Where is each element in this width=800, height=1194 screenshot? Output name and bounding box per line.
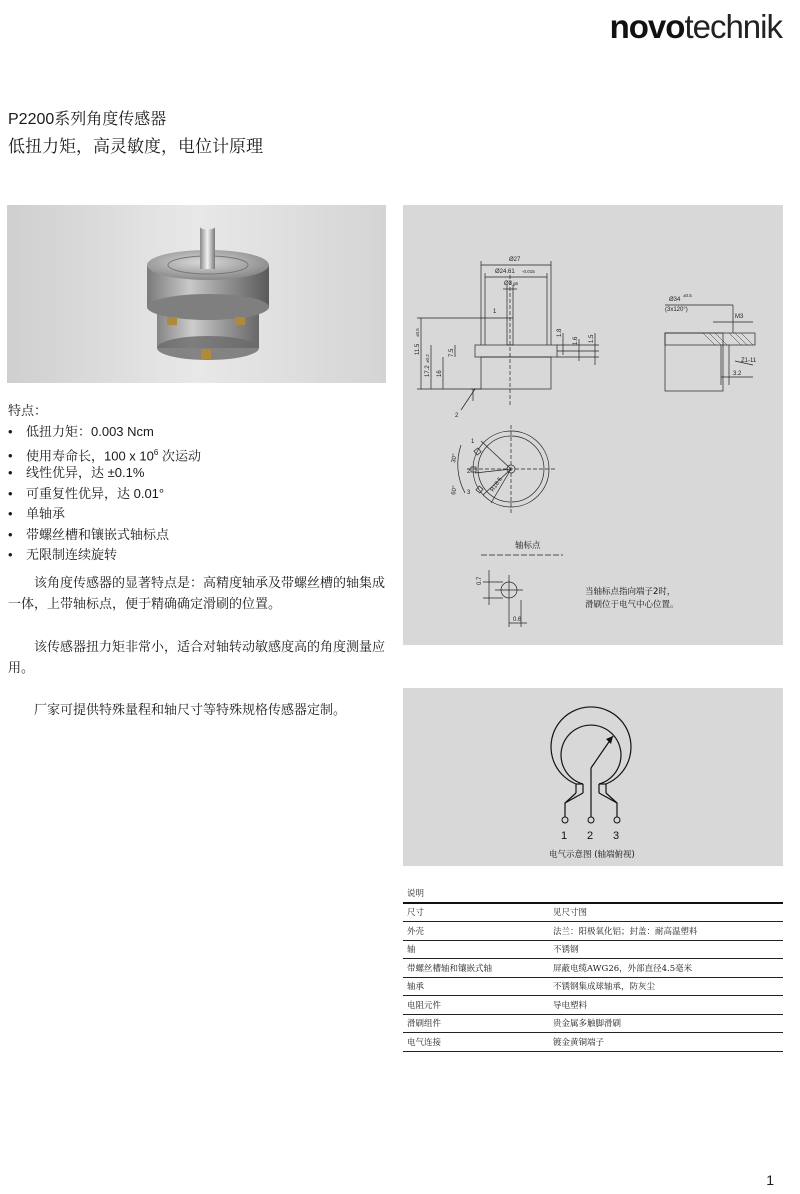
spec-value: 不锈钢集成球轴承，防灰尘 [549,977,783,996]
spec-table-header-row [403,884,783,903]
feature-text: 单轴承 [26,506,66,521]
spec-value: 不锈钢 [549,940,783,959]
circuit-caption: 电气示意图 (轴端俯视) [549,850,635,860]
feature-text: 线性优异，达 ±0.1% [26,465,145,480]
feature-item [8,484,201,505]
bullet-icon: • [8,485,13,501]
brand-logo-light: technik [684,8,782,45]
feature-text: 低扭力矩：0.003 Ncm [26,424,154,439]
page-number: 1 [766,1172,774,1188]
terminal-label-2: 2 [467,469,471,475]
page-title: P2200系列角度传感器 [8,111,167,128]
table-row [403,977,783,996]
dim-3x120: (3x120°) [665,307,688,313]
terminal-number-3: 3 [613,830,620,842]
description-paragraph: 该角度传感器的显著特点是：高精度轴承及带螺丝槽的轴集成一体，上带轴标点，便于精确确定滑刷的位置。 [8,575,386,611]
feature-item [8,545,201,566]
feature-item [8,504,201,525]
dim-r185: R18.5 [489,476,504,494]
spec-value: 贵金属多触脚滑刷 [549,1014,783,1033]
drawing-note-line1: 当轴标点指向端子2时， [585,587,676,597]
terminal-pin-1 [562,817,568,823]
spec-value: 法兰：阳极氧化铝；封盖：耐高温塑料 [549,922,783,941]
spec-label: 带螺丝槽轴和镶嵌式轴 [403,959,549,978]
wiper-arrow-head [606,736,613,744]
flange-outline [475,345,557,357]
dim-v115-tol: ±0.5 [415,328,420,337]
feature-item [8,525,201,546]
circuit-diagram [403,688,783,866]
terminal-pin-3 [614,817,620,823]
dim-v16: 16 [437,370,443,377]
brand-logo [610,8,782,46]
dim-v18: 1.8 [557,328,563,337]
dim-a30: 30° [451,453,459,464]
spec-label: 外壳 [403,922,549,941]
dim-d2461: Ø24.61 [495,269,515,275]
spec-label: 电阻元件 [403,996,549,1015]
bullet-icon: • [8,547,13,562]
dim-v75: 7.5 [449,348,455,357]
table-row [403,1014,783,1033]
dim-v16b: 1.6 [573,336,579,345]
spec-label: 电气连接 [403,1033,549,1052]
dim-v115: 11.5 [415,343,421,355]
dimension-drawing-panel [403,205,783,645]
spec-label: 轴 [403,940,549,959]
dim-v2: 2 [455,413,459,419]
brand-logo-bold: novo [609,8,685,45]
bullet-icon: • [8,506,13,521]
terminal-label-3: 3 [467,490,471,496]
spec-value: 导电塑料 [549,996,783,1015]
feature-item [8,443,201,464]
dim-a60: 60° [451,485,459,496]
spec-table-header: 说明 [403,884,783,903]
feature-item [8,422,201,443]
spec-value: 见尺寸图 [549,903,783,922]
dim-v172: 17.2 [425,365,431,377]
bullet-icon: • [8,447,13,463]
feature-text: 带螺丝槽和镶嵌式轴标点 [26,526,170,542]
dim-v172-tol: ±0.2 [425,354,430,363]
dim-v06: 0.6 [513,617,522,623]
spec-label: 滑刷组件 [403,1014,549,1033]
table-row [403,940,783,959]
spec-label: 尺寸 [403,903,549,922]
table-row [403,1033,783,1052]
dim-d27: Ø27 [509,257,521,263]
dim-z1: Z1-11 [741,358,757,364]
bullet-icon: • [8,526,13,542]
terminal-pin-2 [588,817,594,823]
dim-d3: Ø3 [504,281,513,287]
table-row [403,922,783,941]
sensor-photo-illustration [7,205,386,383]
circuit-diagram-panel [403,688,783,866]
spec-label: 轴承 [403,977,549,996]
features-list [8,422,201,566]
dim-v07: 0.7 [477,576,483,585]
dim-d2461-tol: -0.015 [522,269,535,274]
feature-superscript: 6 [153,447,159,457]
dim-m3: M3 [735,314,744,320]
spec-value: 镀金黄铜端子 [549,1033,783,1052]
terminal-lead-3 [599,793,617,818]
product-photo [7,205,386,383]
dimension-drawing [403,205,783,645]
bullet-icon: • [8,465,13,480]
drawing-note-line2: 滑刷位于电气中心位置。 [585,600,679,610]
description-paragraph: 该传感器扭力矩非常小，适合对轴转动敏感度高的角度测量应用。 [8,639,386,675]
terminal-number-1: 1 [561,830,568,842]
dim-d34: Ø34 [669,297,681,303]
bullet-icon: • [8,424,13,439]
page-subtitle: 低扭力矩，高灵敏度，电位计原理 [8,137,263,156]
feature-item [8,463,201,484]
housing-outline [481,357,551,389]
dim-v15: 1.5 [589,334,595,343]
terminal-number-2: 2 [587,830,594,842]
feature-text: 使用寿命长，100 x 10 [26,447,154,463]
features-heading: 特点： [8,403,48,418]
dim-d3-tol: g6 [513,281,519,286]
terminal-lead-1 [565,793,576,818]
spec-value: 屏蔽电缆AWG26，外部直径4.5毫米 [549,959,783,978]
table-row [403,903,783,922]
feature-text: 无限制连续旋转 [26,547,118,562]
feature-text-suffix: 次运动 [158,447,201,463]
spec-table [403,884,783,1052]
table-row [403,959,783,978]
dim-d34-tol: ±0.5 [683,293,692,298]
section-outline [665,333,723,391]
shaft-marker-label: 轴标点 [515,541,541,551]
dim-v32: 3.2 [733,371,742,377]
feature-text: 可重复性优异，达 0.01° [26,485,165,501]
table-row [403,996,783,1015]
dim-v1: 1 [493,309,497,315]
description-paragraph: 厂家可提供特殊量程和轴尺寸等特殊规格传感器定制。 [34,702,347,717]
terminal-label-1: 1 [471,439,475,445]
